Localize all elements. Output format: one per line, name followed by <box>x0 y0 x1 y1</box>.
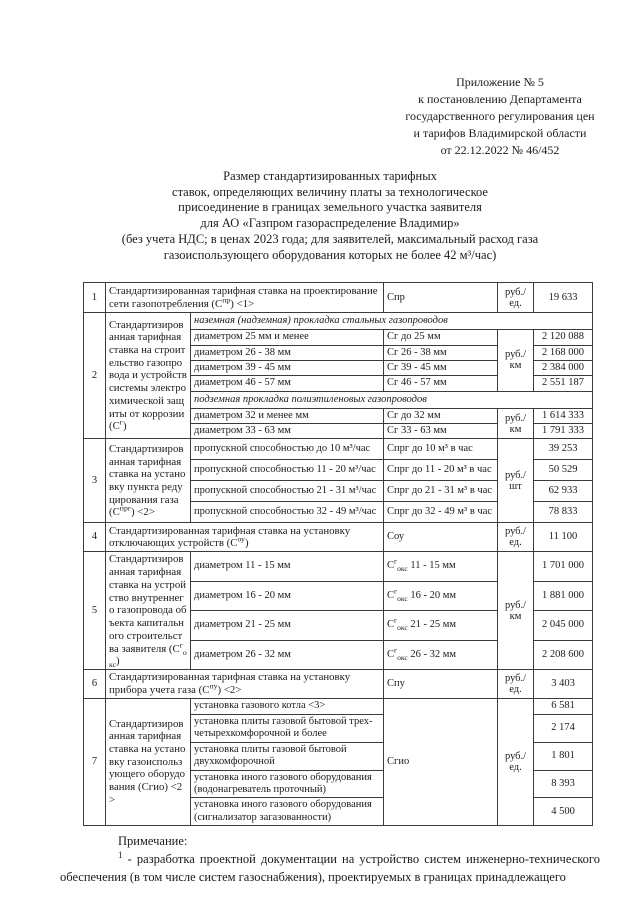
designation-superscript: г <box>394 556 398 566</box>
unit-line: руб./ <box>504 673 527 685</box>
row-description <box>106 313 191 439</box>
unit-line: руб./ <box>504 526 527 538</box>
designation: Спрг до 32 - 49 м³ в час <box>384 502 498 523</box>
unit <box>498 408 534 439</box>
unit-line: руб./ <box>504 286 527 298</box>
designation: Сг 46 - 57 мм <box>384 376 498 391</box>
value: 2 045 000 <box>534 611 593 640</box>
description-superscript: оу <box>237 534 245 544</box>
value: 2 551 187 <box>534 376 593 391</box>
unit-line: ед. <box>509 537 522 549</box>
description-text: ) <box>122 420 127 433</box>
value: 2 174 <box>534 715 593 743</box>
designation-superscript: г <box>394 615 398 625</box>
row-number: 7 <box>84 699 106 826</box>
sub-description: диаметром 39 - 45 мм <box>191 360 384 375</box>
description-superscript: прг <box>119 503 132 513</box>
value: 39 253 <box>534 439 593 460</box>
description-text: ) <box>244 537 249 550</box>
sub-description: пропускной способностью 32 - 49 м³/час <box>191 502 384 523</box>
table-row <box>84 283 593 313</box>
value: 8 393 <box>534 770 593 798</box>
row-description <box>106 439 191 523</box>
unit <box>498 699 534 826</box>
value: 1 801 <box>534 742 593 770</box>
designation-text: С <box>387 619 395 631</box>
sub-description: установка плиты газовой бытовой двухкомфорочной <box>191 742 384 770</box>
appendix-line: к постановлению Департамента <box>418 92 582 106</box>
unit <box>498 670 534 699</box>
designation: Соу <box>384 523 498 552</box>
appendix-line: государственного регулирования цен <box>405 109 595 123</box>
designation: Сг до 32 мм <box>384 408 498 423</box>
designation-text: С <box>387 648 395 660</box>
designation: Сг 26 - 38 мм <box>384 345 498 360</box>
designation-subscript: окс <box>397 652 408 662</box>
appendix-header <box>358 74 640 159</box>
row-description <box>106 699 191 826</box>
sub-description: установка плиты газовой бытовой трех-четырехкомфорочной и более <box>191 715 384 743</box>
value: 3 403 <box>534 670 593 699</box>
sub-description: диаметром 26 - 32 мм <box>191 640 384 669</box>
description-superscript: пу <box>209 681 218 691</box>
unit-line: ед. <box>509 297 522 309</box>
value: 6 581 <box>534 699 593 715</box>
description-text: ) <2> <box>217 684 242 697</box>
description-text: Стандартизированная тарифная ставка на установку прибора учета газа (С <box>109 671 351 697</box>
designation: Спрг до 10 м³ в час <box>384 439 498 460</box>
row-description <box>106 670 384 699</box>
unit <box>498 439 534 523</box>
sub-description: пропускной способностью до 10 м³/час <box>191 439 384 460</box>
unit-line: шт <box>509 480 522 492</box>
designation: Спрг до 11 - 20 м³ в час <box>384 460 498 481</box>
table-row <box>84 670 593 699</box>
footnote-text: - разработка проектной документации на устройство систем инженерно-технического обеспечения (в том числе систем газоснабжения), проектируемых в границах принадлежащего <box>60 852 600 885</box>
table-row <box>84 439 593 460</box>
unit-line: ед. <box>509 762 522 774</box>
value: 78 833 <box>534 502 593 523</box>
sub-description: диаметром 11 - 15 мм <box>191 552 384 581</box>
unit <box>498 523 534 552</box>
description-text: Стандартизированная тарифная ставка на устройство внутреннего газопровода объекта капитального строительства заявителя (С <box>109 553 187 655</box>
designation-subscript: окс <box>397 593 408 603</box>
designation-superscript: г <box>394 586 398 596</box>
designation: Сг 33 - 63 мм <box>384 424 498 439</box>
designation: Спу <box>384 670 498 699</box>
designation-superscript: г <box>394 645 398 655</box>
description-text: Стандартизированная тарифная ставка на строительство газопровода и устройств системы электрохимической защиты от коррозии (С <box>109 318 187 433</box>
tariff-table <box>83 282 593 826</box>
sub-description: пропускной способностью 11 - 20 м³/час <box>191 460 384 481</box>
unit-line: руб./ <box>504 469 527 481</box>
title-line: ставок, определяющих величину платы за технологическое <box>172 184 488 199</box>
unit <box>498 552 534 670</box>
row-number: 4 <box>84 523 106 552</box>
value: 62 933 <box>534 481 593 502</box>
description-subscript: окс <box>109 647 187 670</box>
appendix-line: Приложение № 5 <box>456 75 544 89</box>
unit-line: ед. <box>509 684 522 696</box>
unit-line: руб./ <box>504 751 527 763</box>
row-description <box>106 283 384 313</box>
sub-description: диаметром 16 - 20 мм <box>191 581 384 610</box>
sub-description: диаметром 46 - 57 мм <box>191 376 384 391</box>
designation-text: 16 - 20 мм <box>407 589 457 601</box>
value: 2 120 088 <box>534 330 593 345</box>
value: 1 701 000 <box>534 552 593 581</box>
row-description <box>106 552 191 670</box>
designation-text: 11 - 15 мм <box>407 560 456 572</box>
table-row <box>84 699 593 715</box>
designation: Сгио <box>384 699 498 826</box>
designation-text: 26 - 32 мм <box>407 648 457 660</box>
value: 11 100 <box>534 523 593 552</box>
unit <box>498 330 534 392</box>
row-number: 1 <box>84 283 106 313</box>
value: 2 384 000 <box>534 360 593 375</box>
description-text: Стандартизированная тарифная ставка на проектирование сети газопотребления (С <box>109 284 378 310</box>
unit-line: руб./ <box>504 599 527 611</box>
notes-section <box>60 832 600 886</box>
sub-description: диаметром 25 мм и менее <box>191 330 384 345</box>
value: 1 881 000 <box>534 581 593 610</box>
row-description <box>106 523 384 552</box>
title-line: (без учета НДС; в ценах 2023 года; для заявителей, максимальный расход газа <box>121 231 539 246</box>
value: 4 500 <box>534 798 593 826</box>
designation-text: С <box>387 589 395 601</box>
description-superscript: г <box>179 640 183 650</box>
row-number: 3 <box>84 439 106 523</box>
table-row <box>84 552 593 581</box>
footnote-marker: 1 <box>118 849 123 860</box>
designation <box>384 552 498 581</box>
notes-label: Примечание: <box>118 834 188 849</box>
description-text: Стандартизированная тарифная ставка на установку отключающих устройств (С <box>109 524 351 550</box>
designation-text: 21 - 25 мм <box>407 619 457 631</box>
unit-line: руб./ <box>504 412 527 424</box>
appendix-line: и тарифов Владимирской области <box>413 126 587 140</box>
row-number: 2 <box>84 313 106 439</box>
sub-description: диаметром 21 - 25 мм <box>191 611 384 640</box>
value: 2 208 600 <box>534 640 593 669</box>
title-line: присоединение в границах земельного участка заявителя <box>178 200 482 215</box>
description-text: ) <2> <box>131 506 155 519</box>
sub-description: пропускной способностью 21 - 31 м³/час <box>191 481 384 502</box>
description-text: ) <box>116 655 120 668</box>
table-row <box>84 313 593 330</box>
designation: Сг до 25 мм <box>384 330 498 345</box>
subsection-header: наземная (надземная) прокладка стальных газопроводов <box>191 313 593 330</box>
title-line: Размер стандартизированных тарифных <box>223 169 437 183</box>
designation <box>384 581 498 610</box>
designation <box>384 611 498 640</box>
value: 1 614 333 <box>534 408 593 423</box>
designation: Спрг до 21 - 31 м³ в час <box>384 481 498 502</box>
designation <box>384 640 498 669</box>
description-superscript: г <box>119 417 123 427</box>
unit-line: руб./ <box>504 349 527 361</box>
description-text: ) <1> <box>230 297 255 310</box>
designation-text: С <box>387 560 395 572</box>
sub-description: установка иного газового оборудования (водонагреватель проточный) <box>191 770 384 798</box>
value: 19 633 <box>534 283 593 313</box>
designation: Сг 39 - 45 мм <box>384 360 498 375</box>
page-title <box>60 169 600 263</box>
designation: Спр <box>384 283 498 313</box>
row-number: 6 <box>84 670 106 699</box>
table-row <box>84 523 593 552</box>
sub-description: диаметром 32 и менее мм <box>191 408 384 423</box>
unit <box>498 283 534 313</box>
designation-subscript: окс <box>397 564 408 574</box>
sub-description: диаметром 33 - 63 мм <box>191 424 384 439</box>
value: 2 168 000 <box>534 345 593 360</box>
title-line: газоиспользующего оборудования которых не более 42 м³/час) <box>163 247 497 262</box>
unit-line: км <box>509 423 522 435</box>
value: 50 529 <box>534 460 593 481</box>
unit-line: км <box>509 610 522 622</box>
footnote-1 <box>60 850 600 886</box>
sub-description: установка газового котла <3> <box>191 699 384 715</box>
unit-line: км <box>509 360 522 372</box>
sub-description: установка иного газового оборудования (сигнализатор загазованности) <box>191 798 384 826</box>
description-superscript: пр <box>222 295 231 305</box>
description-text: Стандартизированная тарифная ставка на установку газоиспользующего оборудования (Сгио) <2> <box>109 717 186 806</box>
designation-subscript: окс <box>397 623 408 633</box>
appendix-line: от 22.12.2022 № 46/452 <box>440 143 560 157</box>
value: 1 791 333 <box>534 424 593 439</box>
row-number: 5 <box>84 552 106 670</box>
subsection-header: подземная прокладка полиэтиленовых газопроводов <box>191 391 593 408</box>
title-line: для АО «Газпром газораспределение Владимир» <box>200 216 460 231</box>
description-text: Стандартизированная тарифная ставка на установку пункта редуцирования газа (С <box>109 442 186 519</box>
sub-description: диаметром 26 - 38 мм <box>191 345 384 360</box>
